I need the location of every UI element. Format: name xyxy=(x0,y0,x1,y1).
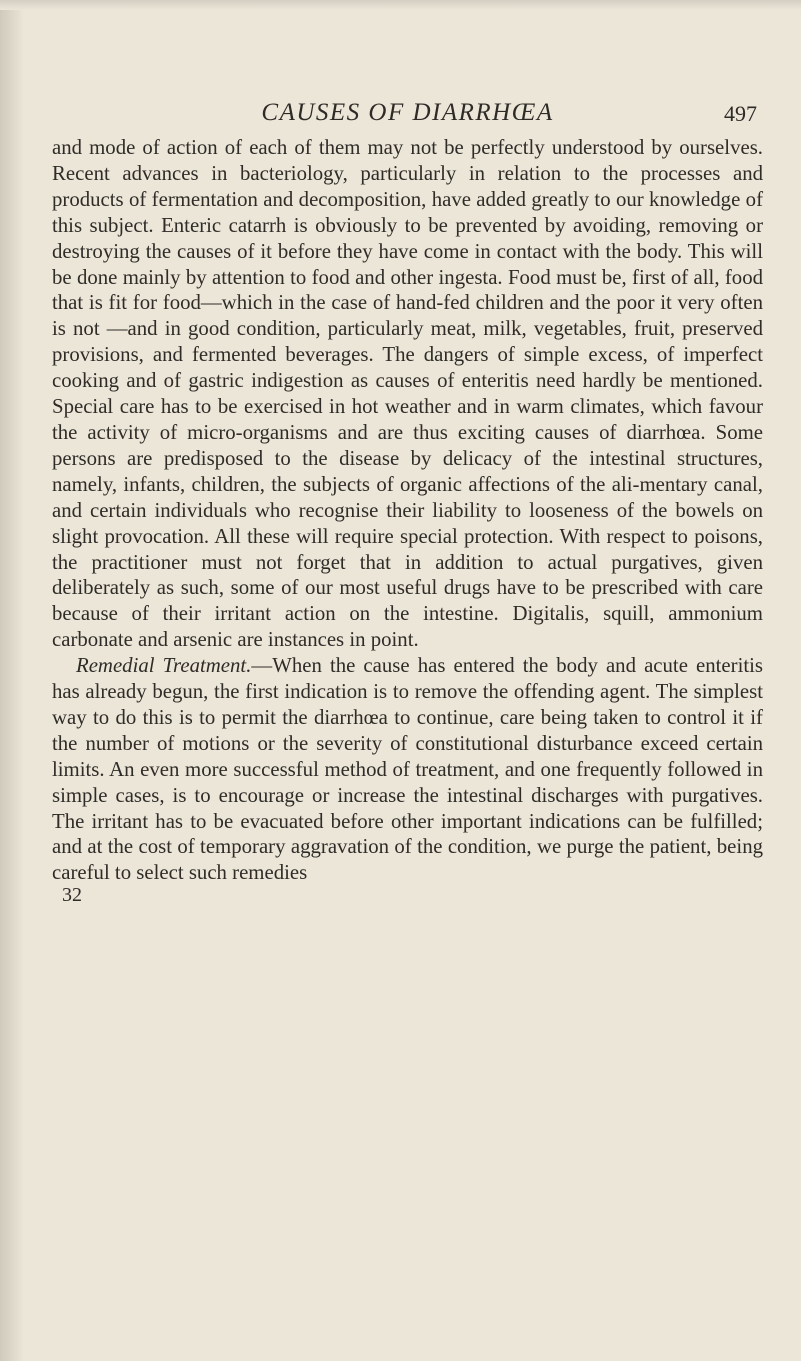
book-page xyxy=(52,95,763,907)
paragraph-1: and mode of action of each of them may not be perfectly understood by ourselves. Recent advances in bacteriology, particularly in relation to the processes and products of fermentation and decomposition, have added greatly to our knowledge of this subject. Enteric catarrh is obviously to be prevented by avoiding, removing or destroying the causes of it before they have come in contact with the body. This will be done mainly by attention to food and other ingesta. Food must be, first of all, food that is fit for food—which in the case of hand-fed children and the poor it very often is not —and in good condition, particularly meat, milk, vegetables, fruit, preserved provisions, and fermented beverages. The dangers of simple excess, of imperfect cooking and of gastric indigestion as causes of enteritis need hardly be mentioned. Special care has to be exercised in hot weather and in warm climates, which favour the activity of micro-organisms and are thus exciting causes of diarrhœa. Some persons are predisposed to the disease by delicacy of the intestinal structures, namely, infants, children, the subjects of organic affections of the ali-mentary canal, and certain individuals who recognise their liability to looseness of the bowels on slight provocation. All these will require special protection. With respect to poisons, the practitioner must not forget that in addition to actual purgatives, given deliberately as such, some of our most useful drugs have to be prescribed with care because of their irritant action on the intestine. Digitalis, squill, ammonium carbonate and arsenic are instances in point. xyxy=(52,136,763,652)
paragraph-2-text: —When the cause has entered the body and acute enteritis has already begun, the first indication is to remove the offending agent. The simplest way to do this is to permit the diarrhœa to continue, care being taken to control it if the number of motions or the severity of constitutional disturbance exceed certain limits. An even more successful method of treatment, and one frequently followed in simple cases, is to encourage or increase the intestinal discharges with purgatives. The irritant has to be evacuated before other important indications can be fulfilled; and at the cost of temporary aggravation of the condition, we purge the patient, being careful to select such remedies xyxy=(52,654,764,885)
body-text xyxy=(52,135,763,886)
page-number: 497 xyxy=(724,101,757,126)
running-head xyxy=(52,95,763,135)
scan-edge-shadow xyxy=(0,0,24,1361)
running-title: CAUSES OF DIARRHŒA xyxy=(261,99,554,126)
paragraph-2 xyxy=(52,653,763,886)
remedial-treatment-heading: Remedial Treatment. xyxy=(76,654,252,678)
signature-mark: 32 xyxy=(62,884,82,907)
scan-top-shadow xyxy=(0,0,801,10)
